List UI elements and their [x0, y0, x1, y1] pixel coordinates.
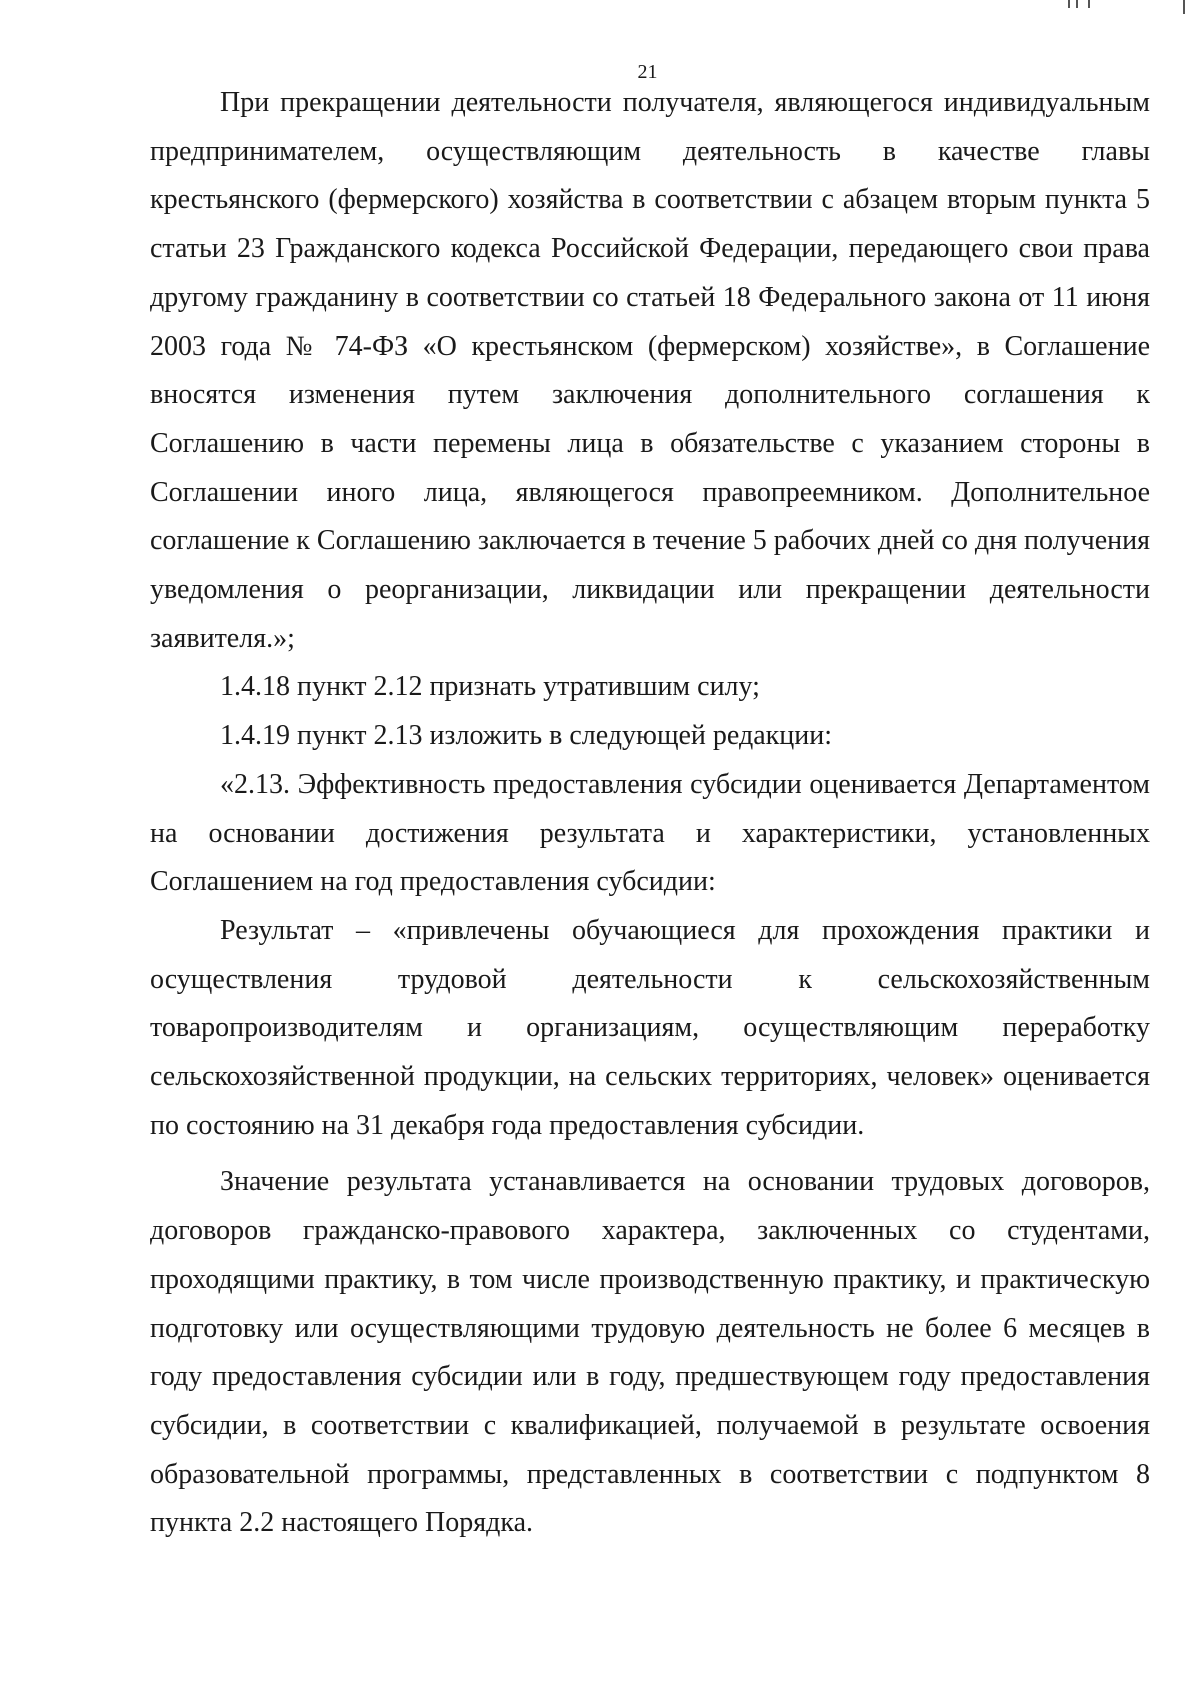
paragraph: 1.4.19 пункт 2.13 изложить в следующей редакции:	[220, 720, 832, 752]
document-body	[150, 79, 1150, 1548]
paragraph: Результат – «привлечены обучающиеся для прохождения практики и осуществления трудовой деятельности к сельскохозяйственным товаропроизводителям и организациям, осуществляющим переработку сельскохозяйственной продукции, на сельских территориях, человек» оценивается по состоянию на 31 декабря года предоставления субсидии.	[150, 914, 1150, 1141]
paragraph: При прекращении деятельности получателя, являющегося индивидуальным предпринимателем, осуществляющим деятельность в качестве главы крестьянского (фермерского) хозяйства в соответствии с абзацем вторым пункта 5 статьи 23 Гражданского кодекса Российской Федерации, передающего свои права другому гражданину в соответствии со статьей 18 Федерального закона от 11 июня 2003 года № 74-ФЗ «О крестьянском (фермерском) хозяйстве», в Соглашение вносятся изменения путем заключения дополнительного соглашения к Соглашению в части перемены лица в обязательстве с указанием стороны в Соглашении иного лица, являющегося правопреемником. Дополнительное соглашение к Соглашению заключается в течение 5 рабочих дней со дня получения уведомления о реорганизации, ликвидации или прекращении деятельности заявителя.»;	[150, 87, 1150, 654]
paragraph: Значение результата устанавливается на основании трудовых договоров, договоров гражданско-правового характера, заключенных со студентами, проходящими практику, в том числе производственную практику, и практическую подготовку или осуществляющими трудовую деятельность не более 6 месяцев в году предоставления субсидии или в году, предшествующем году предоставления субсидии, в соответствии с квалификацией, получаемой в результате освоения образовательной программы, представленных в соответствии с подпунктом 8 пункта 2.2 настоящего Порядка.	[150, 1166, 1150, 1539]
scan-artifact	[1183, 0, 1185, 14]
paragraph: «2.13. Эффективность предоставления субсидии оценивается Департаментом на основании достижения результата и характеристики, установленных Соглашением на год предоставления субсидии:	[150, 768, 1150, 898]
scan-artifact	[1068, 0, 1070, 8]
scan-artifact	[1088, 0, 1090, 8]
page-number: 21	[637, 61, 658, 83]
scan-artifact	[1076, 0, 1078, 8]
paragraph: 1.4.18 пункт 2.12 признать утратившим силу;	[220, 671, 760, 703]
